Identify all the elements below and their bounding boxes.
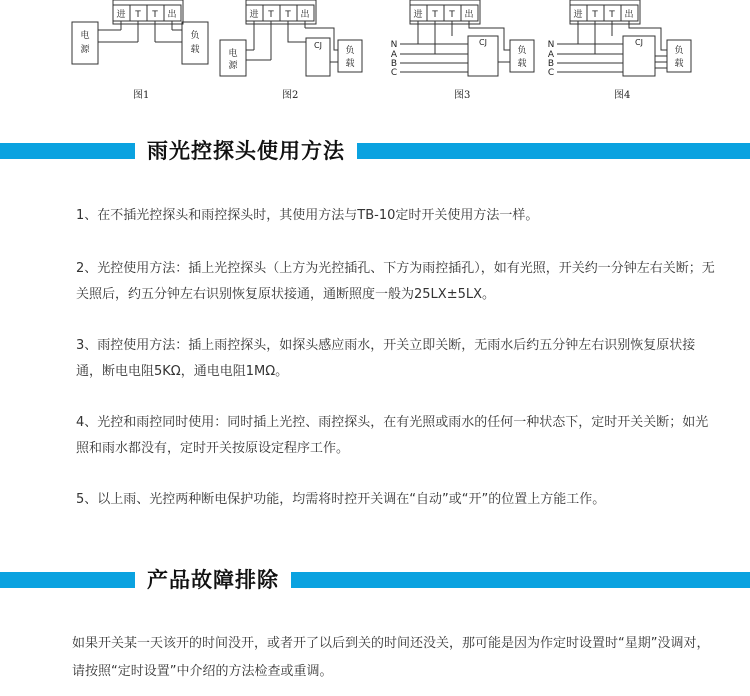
section-header-troubleshooting: [0, 565, 750, 595]
figure-2-caption: 图2: [282, 90, 299, 101]
usage-paragraph-5: 5、以上雨、光控两种断电保护功能，均需将时控开关调在“自动”或“开”的位置上方能工作。: [76, 492, 606, 507]
power-label: 电: [228, 49, 238, 59]
section-title: 雨光控探头使用方法: [135, 136, 357, 166]
figure-3-caption: 图3: [454, 90, 471, 101]
terminal-label: 进: [249, 10, 259, 20]
terminal-label: 进: [413, 10, 423, 20]
diagram-3-drawing: [388, 0, 538, 84]
header-bar: [0, 572, 750, 588]
phase-label: N: [390, 40, 398, 50]
load-label: 载: [345, 59, 355, 69]
phase-label: B: [547, 59, 555, 69]
load-label: 负: [345, 46, 355, 56]
power-label: 源: [80, 45, 90, 55]
load-label: 负: [517, 46, 527, 56]
load-label: 负: [674, 46, 684, 56]
terminal-label: T: [432, 10, 438, 20]
terminal-label: 进: [573, 10, 583, 20]
contactor-label: CJ: [314, 41, 322, 50]
phase-label: C: [547, 68, 555, 78]
phase-label: A: [547, 50, 555, 60]
phase-label: C: [390, 68, 398, 78]
load-label: 载: [674, 59, 684, 69]
figure-4-caption: 图4: [614, 90, 631, 101]
terminal-label: T: [609, 10, 615, 20]
header-bar: [0, 143, 750, 159]
terminal-label: T: [135, 10, 141, 20]
wiring-diagram-4: [545, 0, 695, 84]
power-label: 电: [80, 31, 90, 41]
power-label: 源: [228, 61, 238, 71]
terminal-label: 出: [624, 10, 634, 20]
terminal-label: T: [449, 10, 455, 20]
usage-paragraph-3: 3、雨控使用方法：插上雨控探头，如探头感应雨水，开关立即关断，无雨水后约五分钟左右识别恢复原状接通，断电电阻5KΩ，通电电阻1MΩ。: [76, 338, 696, 379]
figure-1-caption: 图1: [133, 90, 150, 101]
usage-paragraph-1: 1、在不插光控探头和雨控探头时，其使用方法与TB-10定时开关使用方法一样。: [76, 208, 539, 223]
terminal-label: T: [592, 10, 598, 20]
phase-label: A: [390, 50, 398, 60]
diagram-2-drawing: [218, 0, 368, 84]
terminal-label: T: [285, 10, 291, 20]
wiring-diagrams: [0, 0, 750, 110]
load-label: 载: [190, 45, 200, 55]
terminal-label: 出: [300, 10, 310, 20]
load-label: 负: [190, 31, 200, 41]
terminal-label: T: [268, 10, 274, 20]
contactor-label: CJ: [635, 38, 643, 47]
phase-label: B: [390, 59, 398, 69]
terminal-label: 出: [464, 10, 474, 20]
terminal-label: 出: [167, 10, 177, 20]
load-label: 载: [517, 59, 527, 69]
terminal-label: 进: [116, 10, 126, 20]
wiring-diagram-3: [388, 0, 538, 84]
section-title: 产品故障排除: [135, 565, 291, 595]
diagram-1-drawing: [70, 0, 220, 84]
section-header-rain-light: [0, 136, 750, 166]
usage-paragraph-4: 4、光控和雨控同时使用：同时插上光控、雨控探头，在有光照或雨水的任何一种状态下，定时开关关断；如光照和雨水都没有，定时开关按原设定程序工作。: [76, 415, 709, 456]
wiring-diagram-1: [70, 0, 220, 84]
terminal-label: T: [152, 10, 158, 20]
diagram-4-drawing: [545, 0, 695, 84]
troubleshooting-text: 如果开关某一天该开的时间没开，或者开了以后到关的时间还没关，那可能是因为作定时设置时“星期”没调对，请按照“定时设置”中介绍的方法检查或重调。: [72, 636, 710, 679]
usage-paragraph-2: 2、光控使用方法：插上光控探头（上方为光控插孔、下方为雨控插孔），如有光照，开关约一分钟左右关断；无关照后，约五分钟左右识别恢复原状接通，通断照度一般为25LX±5LX。: [76, 261, 715, 302]
phase-label: N: [547, 40, 555, 50]
contactor-label: CJ: [479, 38, 487, 47]
wiring-diagram-2: [218, 0, 368, 84]
